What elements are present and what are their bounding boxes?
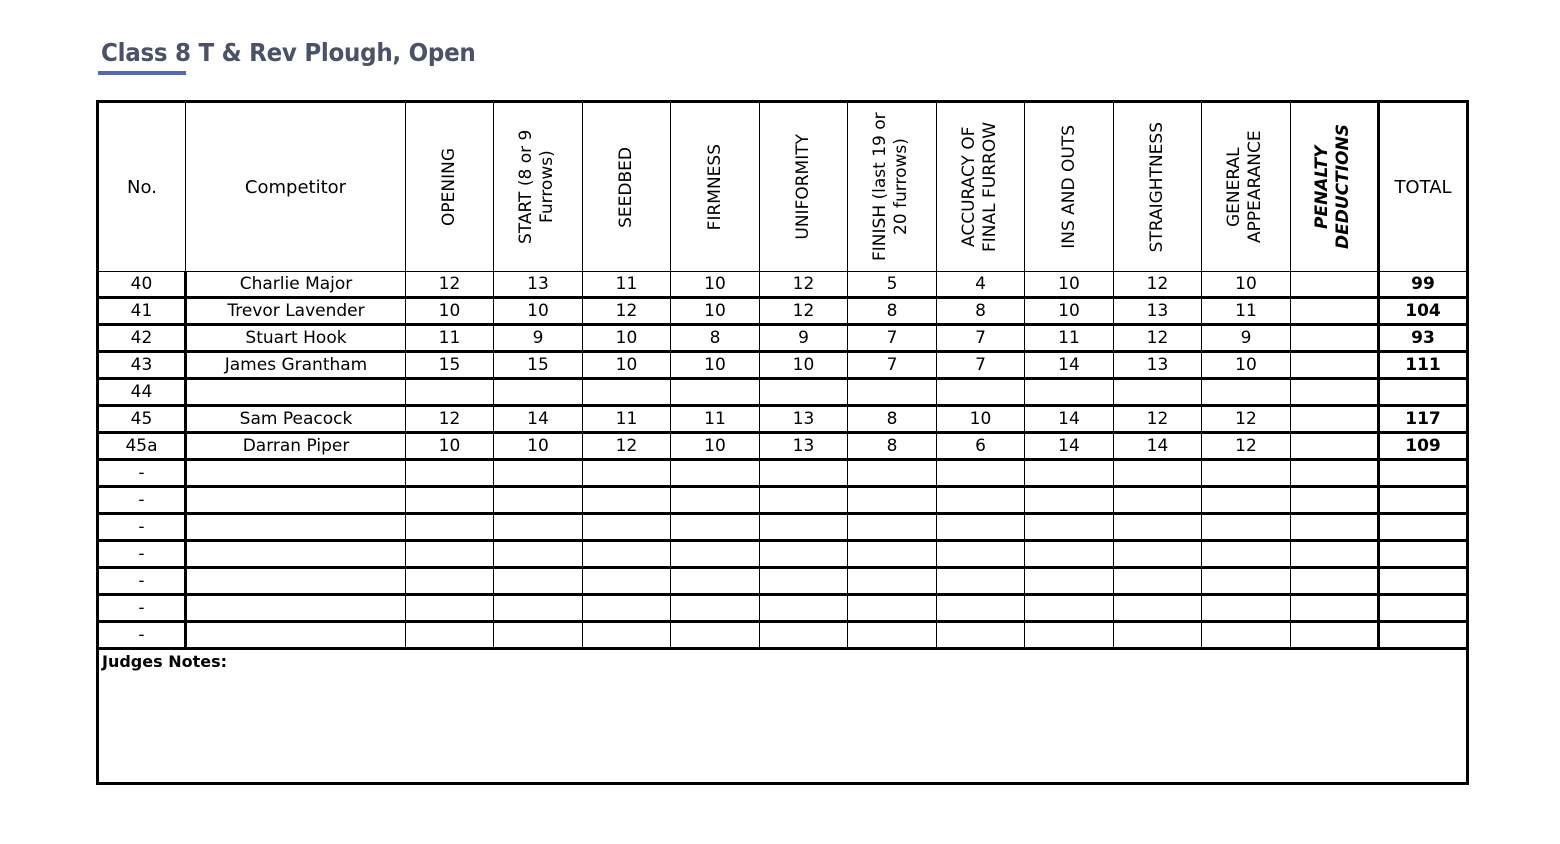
cell-penalty[interactable] (1291, 298, 1379, 325)
cell-finish[interactable] (848, 514, 937, 541)
cell-seedbed[interactable]: 10 (583, 325, 671, 352)
cell-ins-outs[interactable] (1025, 541, 1114, 568)
cell-penalty[interactable] (1291, 514, 1379, 541)
cell-no[interactable]: - (98, 514, 186, 541)
header-general-label: GENERAL APPEARANCE (1224, 130, 1265, 244)
cell-finish[interactable]: 8 (848, 433, 937, 460)
cell-accuracy[interactable]: 7 (937, 352, 1025, 379)
cell-competitor[interactable] (186, 487, 406, 514)
header-uniformity-label: UNIFORMITY (793, 134, 813, 240)
cell-total[interactable] (1379, 379, 1468, 406)
cell-firmness[interactable] (671, 379, 760, 406)
cell-no[interactable]: - (98, 622, 186, 649)
cell-accuracy[interactable] (937, 541, 1025, 568)
cell-accuracy[interactable] (937, 487, 1025, 514)
cell-penalty[interactable] (1291, 272, 1379, 298)
cell-start[interactable]: 10 (494, 433, 583, 460)
cell-ins-outs[interactable] (1025, 514, 1114, 541)
cell-general[interactable]: 10 (1202, 352, 1291, 379)
cell-start[interactable] (494, 487, 583, 514)
cell-seedbed[interactable]: 12 (583, 433, 671, 460)
cell-finish[interactable]: 7 (848, 325, 937, 352)
cell-ins-outs[interactable] (1025, 568, 1114, 595)
cell-uniformity[interactable] (760, 568, 848, 595)
cell-firmness[interactable]: 10 (671, 298, 760, 325)
cell-ins-outs[interactable] (1025, 595, 1114, 622)
header-total: TOTAL (1379, 102, 1468, 272)
header-straightness-label: STRAIGHTNESS (1147, 121, 1167, 253)
cell-straightness[interactable] (1114, 379, 1202, 406)
cell-uniformity[interactable]: 10 (760, 352, 848, 379)
header-opening (406, 102, 494, 272)
table-row (98, 541, 1468, 568)
table-row (98, 622, 1468, 649)
cell-uniformity[interactable] (760, 487, 848, 514)
cell-seedbed[interactable] (583, 379, 671, 406)
cell-seedbed[interactable] (583, 622, 671, 649)
cell-uniformity[interactable] (760, 379, 848, 406)
cell-straightness[interactable]: 12 (1114, 406, 1202, 433)
cell-ins-outs[interactable]: 14 (1025, 352, 1114, 379)
cell-accuracy[interactable] (937, 568, 1025, 595)
cell-start[interactable] (494, 622, 583, 649)
header-start-label: START (8 or 9 Furrows) (516, 129, 557, 245)
header-firmness-label: FIRMNESS (704, 143, 725, 231)
cell-start[interactable]: 13 (494, 272, 583, 298)
cell-penalty[interactable] (1291, 406, 1379, 433)
header-general (1202, 102, 1291, 272)
cell-firmness[interactable] (671, 460, 760, 487)
cell-uniformity[interactable]: 13 (760, 406, 848, 433)
cell-start[interactable] (494, 541, 583, 568)
cell-seedbed[interactable] (583, 514, 671, 541)
cell-seedbed[interactable] (583, 460, 671, 487)
cell-firmness[interactable] (671, 595, 760, 622)
table-row (98, 460, 1468, 487)
cell-uniformity[interactable] (760, 460, 848, 487)
header-penalty-label: PENALTY DEDUCTIONS (1312, 124, 1353, 250)
cell-straightness[interactable]: 12 (1114, 325, 1202, 352)
cell-firmness[interactable] (671, 514, 760, 541)
cell-straightness[interactable]: 13 (1114, 352, 1202, 379)
cell-penalty[interactable] (1291, 460, 1379, 487)
cell-no[interactable]: 42 (98, 325, 186, 352)
cell-accuracy[interactable] (937, 595, 1025, 622)
cell-penalty[interactable] (1291, 487, 1379, 514)
header-accuracy (937, 102, 1025, 272)
cell-seedbed[interactable] (583, 568, 671, 595)
cell-straightness[interactable] (1114, 487, 1202, 514)
cell-accuracy[interactable]: 6 (937, 433, 1025, 460)
cell-general[interactable] (1202, 514, 1291, 541)
cell-seedbed[interactable] (583, 487, 671, 514)
cell-straightness[interactable] (1114, 541, 1202, 568)
cell-penalty[interactable] (1291, 622, 1379, 649)
table-row (98, 595, 1468, 622)
cell-start[interactable]: 14 (494, 406, 583, 433)
cell-uniformity[interactable] (760, 622, 848, 649)
cell-competitor[interactable]: Sam Peacock (186, 406, 406, 433)
cell-start[interactable] (494, 568, 583, 595)
cell-start[interactable]: 15 (494, 352, 583, 379)
cell-seedbed[interactable]: 12 (583, 298, 671, 325)
cell-finish[interactable]: 8 (848, 298, 937, 325)
cell-penalty[interactable] (1291, 568, 1379, 595)
cell-straightness[interactable] (1114, 595, 1202, 622)
cell-finish[interactable] (848, 541, 937, 568)
cell-finish[interactable] (848, 568, 937, 595)
cell-total[interactable]: 99 (1379, 272, 1468, 298)
cell-ins-outs[interactable] (1025, 487, 1114, 514)
cell-total[interactable]: 111 (1379, 352, 1468, 379)
cell-seedbed[interactable]: 11 (583, 406, 671, 433)
cell-finish[interactable] (848, 379, 937, 406)
cell-no[interactable]: - (98, 595, 186, 622)
cell-accuracy[interactable]: 10 (937, 406, 1025, 433)
cell-opening[interactable]: 12 (406, 406, 494, 433)
header-competitor: Competitor (186, 102, 406, 272)
cell-ins-outs[interactable]: 14 (1025, 433, 1114, 460)
cell-firmness[interactable] (671, 568, 760, 595)
cell-competitor[interactable]: Charlie Major (186, 272, 406, 298)
cell-total[interactable] (1379, 460, 1468, 487)
cell-competitor[interactable]: James Grantham (186, 352, 406, 379)
header-accuracy-label: ACCURACY OF FINAL FURROW (958, 121, 1000, 253)
cell-ins-outs[interactable]: 14 (1025, 406, 1114, 433)
cell-opening[interactable]: 10 (406, 433, 494, 460)
cell-total[interactable]: 117 (1379, 406, 1468, 433)
cell-firmness[interactable]: 11 (671, 406, 760, 433)
cell-uniformity[interactable]: 13 (760, 433, 848, 460)
cell-total[interactable]: 93 (1379, 325, 1468, 352)
cell-seedbed[interactable]: 10 (583, 352, 671, 379)
header-finish (848, 102, 937, 272)
cell-general[interactable]: 9 (1202, 325, 1291, 352)
cell-no[interactable]: 45a (98, 433, 186, 460)
cell-no[interactable]: - (98, 487, 186, 514)
cell-general[interactable]: 10 (1202, 272, 1291, 298)
cell-penalty[interactable] (1291, 595, 1379, 622)
cell-no[interactable]: 40 (98, 272, 186, 298)
table-row (98, 352, 1468, 379)
cell-ins-outs[interactable]: 11 (1025, 325, 1114, 352)
cell-competitor[interactable] (186, 622, 406, 649)
score-table (96, 100, 1469, 785)
cell-accuracy[interactable] (937, 460, 1025, 487)
cell-finish[interactable] (848, 460, 937, 487)
cell-no[interactable]: - (98, 568, 186, 595)
cell-penalty[interactable] (1291, 325, 1379, 352)
cell-no[interactable]: - (98, 541, 186, 568)
cell-competitor[interactable]: Darran Piper (186, 433, 406, 460)
cell-accuracy[interactable]: 8 (937, 298, 1025, 325)
cell-competitor[interactable] (186, 514, 406, 541)
cell-opening[interactable] (406, 514, 494, 541)
page-title: Class 8 T & Rev Plough, Open (101, 38, 476, 67)
cell-opening[interactable] (406, 568, 494, 595)
cell-total[interactable] (1379, 595, 1468, 622)
judges-notes-label: Judges Notes: (102, 652, 227, 671)
cell-total[interactable] (1379, 541, 1468, 568)
cell-ins-outs[interactable] (1025, 460, 1114, 487)
cell-general[interactable] (1202, 541, 1291, 568)
cell-accuracy[interactable] (937, 379, 1025, 406)
cell-firmness[interactable] (671, 487, 760, 514)
cell-total[interactable] (1379, 514, 1468, 541)
cell-firmness[interactable]: 10 (671, 433, 760, 460)
header-row (98, 102, 1468, 272)
cell-competitor[interactable]: Trevor Lavender (186, 298, 406, 325)
cell-uniformity[interactable]: 9 (760, 325, 848, 352)
cell-firmness[interactable]: 10 (671, 352, 760, 379)
cell-competitor[interactable] (186, 595, 406, 622)
cell-opening[interactable] (406, 622, 494, 649)
cell-no[interactable]: - (98, 460, 186, 487)
header-seedbed (583, 102, 671, 272)
cell-opening[interactable]: 10 (406, 298, 494, 325)
cell-accuracy[interactable]: 7 (937, 325, 1025, 352)
table-row (98, 298, 1468, 325)
judges-notes[interactable] (98, 649, 1468, 784)
cell-finish[interactable]: 7 (848, 352, 937, 379)
cell-straightness[interactable]: 12 (1114, 272, 1202, 298)
cell-finish[interactable] (848, 622, 937, 649)
cell-opening[interactable] (406, 595, 494, 622)
table-row (98, 272, 1468, 298)
cell-competitor[interactable] (186, 379, 406, 406)
table-row (98, 325, 1468, 352)
cell-total[interactable]: 104 (1379, 298, 1468, 325)
cell-general[interactable] (1202, 568, 1291, 595)
cell-general[interactable] (1202, 379, 1291, 406)
cell-opening[interactable]: 12 (406, 272, 494, 298)
cell-general[interactable] (1202, 487, 1291, 514)
cell-opening[interactable]: 11 (406, 325, 494, 352)
cell-straightness[interactable] (1114, 568, 1202, 595)
cell-straightness[interactable] (1114, 622, 1202, 649)
cell-ins-outs[interactable] (1025, 379, 1114, 406)
cell-opening[interactable] (406, 487, 494, 514)
table-row (98, 379, 1468, 406)
cell-general[interactable]: 11 (1202, 298, 1291, 325)
cell-competitor[interactable] (186, 460, 406, 487)
cell-seedbed[interactable]: 11 (583, 272, 671, 298)
cell-firmness[interactable] (671, 622, 760, 649)
cell-seedbed[interactable] (583, 595, 671, 622)
cell-competitor[interactable] (186, 568, 406, 595)
cell-straightness[interactable] (1114, 514, 1202, 541)
cell-total[interactable]: 109 (1379, 433, 1468, 460)
cell-finish[interactable]: 5 (848, 272, 937, 298)
header-penalty (1291, 102, 1379, 272)
cell-start[interactable] (494, 514, 583, 541)
header-straightness (1114, 102, 1202, 272)
cell-straightness[interactable]: 14 (1114, 433, 1202, 460)
header-finish-label: FINISH (last 19 or 20 furrows) (870, 112, 911, 262)
cell-firmness[interactable] (671, 541, 760, 568)
cell-start[interactable] (494, 460, 583, 487)
header-seedbed-label: SEEDBED (616, 146, 636, 228)
header-start (494, 102, 583, 272)
cell-no[interactable]: 41 (98, 298, 186, 325)
table-row (98, 568, 1468, 595)
cell-ins-outs[interactable]: 10 (1025, 298, 1114, 325)
table-row (98, 433, 1468, 460)
cell-uniformity[interactable] (760, 595, 848, 622)
cell-uniformity[interactable] (760, 514, 848, 541)
cell-general[interactable]: 12 (1202, 433, 1291, 460)
cell-uniformity[interactable] (760, 541, 848, 568)
cell-uniformity[interactable]: 12 (760, 298, 848, 325)
header-ins-outs (1025, 102, 1114, 272)
cell-accuracy[interactable]: 4 (937, 272, 1025, 298)
cell-total[interactable] (1379, 487, 1468, 514)
cell-start[interactable] (494, 595, 583, 622)
cell-seedbed[interactable] (583, 541, 671, 568)
header-opening-label: OPENING (439, 148, 459, 226)
cell-competitor[interactable]: Stuart Hook (186, 325, 406, 352)
title-underline (98, 71, 186, 75)
header-firmness (671, 102, 760, 272)
cell-general[interactable] (1202, 460, 1291, 487)
cell-penalty[interactable] (1291, 433, 1379, 460)
cell-start[interactable] (494, 379, 583, 406)
cell-no[interactable]: 45 (98, 406, 186, 433)
cell-no[interactable]: 44 (98, 379, 186, 406)
cell-ins-outs[interactable] (1025, 622, 1114, 649)
cell-opening[interactable] (406, 379, 494, 406)
table-row (98, 487, 1468, 514)
cell-total[interactable] (1379, 568, 1468, 595)
header-no: No. (98, 102, 186, 272)
cell-finish[interactable]: 8 (848, 406, 937, 433)
cell-general[interactable]: 12 (1202, 406, 1291, 433)
cell-general[interactable] (1202, 622, 1291, 649)
cell-total[interactable] (1379, 622, 1468, 649)
cell-accuracy[interactable] (937, 622, 1025, 649)
notes-row (98, 649, 1468, 784)
cell-opening[interactable] (406, 460, 494, 487)
header-ins-outs-label: INS AND OUTS (1058, 125, 1079, 249)
header-uniformity (760, 102, 848, 272)
cell-uniformity[interactable]: 12 (760, 272, 848, 298)
cell-penalty[interactable] (1291, 352, 1379, 379)
cell-penalty[interactable] (1291, 541, 1379, 568)
cell-finish[interactable] (848, 487, 937, 514)
cell-start[interactable]: 9 (494, 325, 583, 352)
table-row (98, 514, 1468, 541)
cell-competitor[interactable] (186, 541, 406, 568)
cell-finish[interactable] (848, 595, 937, 622)
cell-accuracy[interactable] (937, 514, 1025, 541)
cell-start[interactable]: 10 (494, 298, 583, 325)
cell-straightness[interactable] (1114, 460, 1202, 487)
cell-straightness[interactable]: 13 (1114, 298, 1202, 325)
cell-firmness[interactable]: 10 (671, 272, 760, 298)
cell-no[interactable]: 43 (98, 352, 186, 379)
table-row (98, 406, 1468, 433)
cell-general[interactable] (1202, 595, 1291, 622)
cell-penalty[interactable] (1291, 379, 1379, 406)
cell-opening[interactable] (406, 541, 494, 568)
cell-firmness[interactable]: 8 (671, 325, 760, 352)
score-body (98, 272, 1468, 649)
cell-ins-outs[interactable]: 10 (1025, 272, 1114, 298)
cell-opening[interactable]: 15 (406, 352, 494, 379)
